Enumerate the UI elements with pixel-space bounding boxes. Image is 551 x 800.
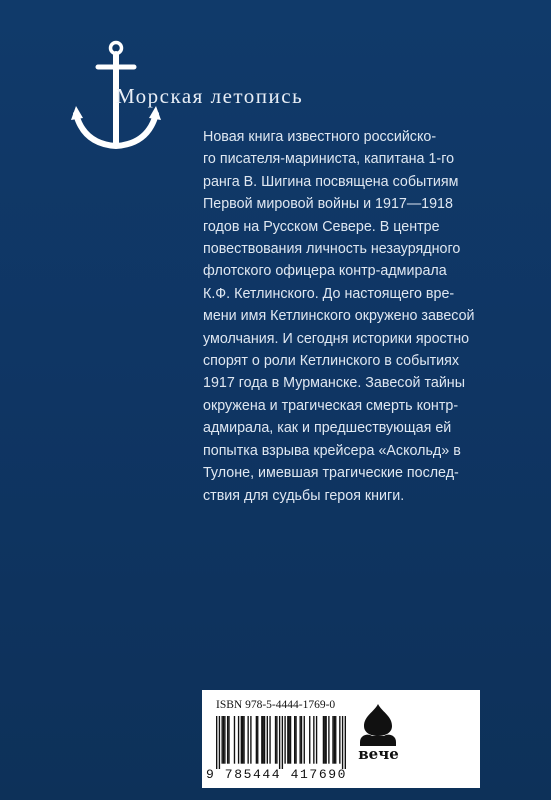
barcode-bar <box>299 716 300 764</box>
barcode-bar <box>342 716 343 769</box>
barcode-bar <box>228 716 229 764</box>
barcode-bar <box>339 716 340 764</box>
description-line: годов на Русском Севере. В центре <box>203 218 440 235</box>
barcode-bar <box>223 716 224 764</box>
barcode-bar <box>287 716 288 764</box>
barcode-bar <box>234 716 235 764</box>
description-line: ствия для судьбы героя книги. <box>203 487 405 504</box>
barcode-bar <box>261 716 262 764</box>
barcode-bar <box>276 716 277 764</box>
barcode-bar <box>224 716 225 764</box>
description-line: К.Ф. Кетлинского. До настоящего вре- <box>203 285 455 302</box>
barcode-bar <box>279 716 280 769</box>
description-line: го писателя-мариниста, капитана 1-го <box>203 151 455 168</box>
barcode-bar <box>304 716 305 764</box>
barcode-bar <box>227 716 228 764</box>
barcode-bar <box>264 716 265 764</box>
barcode-bar <box>294 716 295 764</box>
barcode-bar <box>309 716 310 764</box>
description-line: попытка взрыва крейсера «Аскольд» в <box>203 442 461 459</box>
barcode-bar <box>334 716 335 764</box>
description-line: 1917 года в Мурманске. Завесой тайны <box>203 375 465 392</box>
barcode-bar <box>275 716 276 764</box>
series-title: Морская летопись <box>116 84 304 108</box>
barcode-bar <box>323 716 324 764</box>
barcode-bar <box>345 716 346 769</box>
barcode-bar <box>216 716 217 769</box>
barcode-bar <box>242 716 243 764</box>
description-line: окружена и трагическая смерть контр- <box>203 397 459 414</box>
barcode-bar <box>263 716 264 764</box>
barcode-bar <box>221 716 222 764</box>
description-line: Первой мировой войны и 1917—1918 <box>203 196 453 213</box>
barcode-panel <box>202 690 480 788</box>
barcode-bar <box>250 716 251 764</box>
barcode-bar <box>301 716 302 764</box>
barcode-bar <box>219 716 220 769</box>
barcode-bar <box>325 716 326 764</box>
description-line: флотского офицера контр-адмирала <box>203 263 447 280</box>
description-line: повествования личность незаурядного <box>203 241 461 258</box>
barcode-icon <box>216 716 346 769</box>
isbn-label: ISBN 978-5-4444-1769-0 <box>216 699 336 711</box>
barcode-bar <box>290 716 291 764</box>
description-line: спорят о роли Кетлинского в событиях <box>203 353 460 370</box>
description-line: мени имя Кетлинского окружено завесой <box>203 308 475 325</box>
barcode-bar <box>247 716 248 764</box>
ean-digits: 9 785444 417690 <box>206 767 348 782</box>
barcode-bar <box>328 716 329 764</box>
barcode-bar <box>313 716 314 764</box>
barcode-bar <box>332 716 333 764</box>
description-line: умолчания. И сегодня историки яростно <box>203 330 470 347</box>
barcode-bar <box>316 716 317 764</box>
barcode-bar <box>238 716 239 764</box>
barcode-bar <box>324 716 325 764</box>
barcode-bar <box>289 716 290 764</box>
description-line: Тулоне, имевшая трагические послед- <box>203 465 459 482</box>
description-line: ранга В. Шигина посвящена событиям <box>203 173 459 190</box>
barcode-bar <box>335 716 336 764</box>
publisher-logo-text: вече <box>358 745 399 763</box>
description-line: адмирала, как и предшествующая ей <box>203 420 452 437</box>
barcode-bar <box>269 716 270 764</box>
barcode-bar <box>257 716 258 764</box>
description-line: Новая книга известного российско- <box>203 129 437 145</box>
barcode-bar <box>256 716 257 764</box>
barcode-bar <box>267 716 268 764</box>
book-description <box>203 126 482 507</box>
barcode-bar <box>241 716 242 764</box>
barcode-bar <box>282 716 283 769</box>
barcode-bar <box>295 716 296 764</box>
barcode-bar <box>243 716 244 764</box>
barcode-bar <box>284 716 285 764</box>
